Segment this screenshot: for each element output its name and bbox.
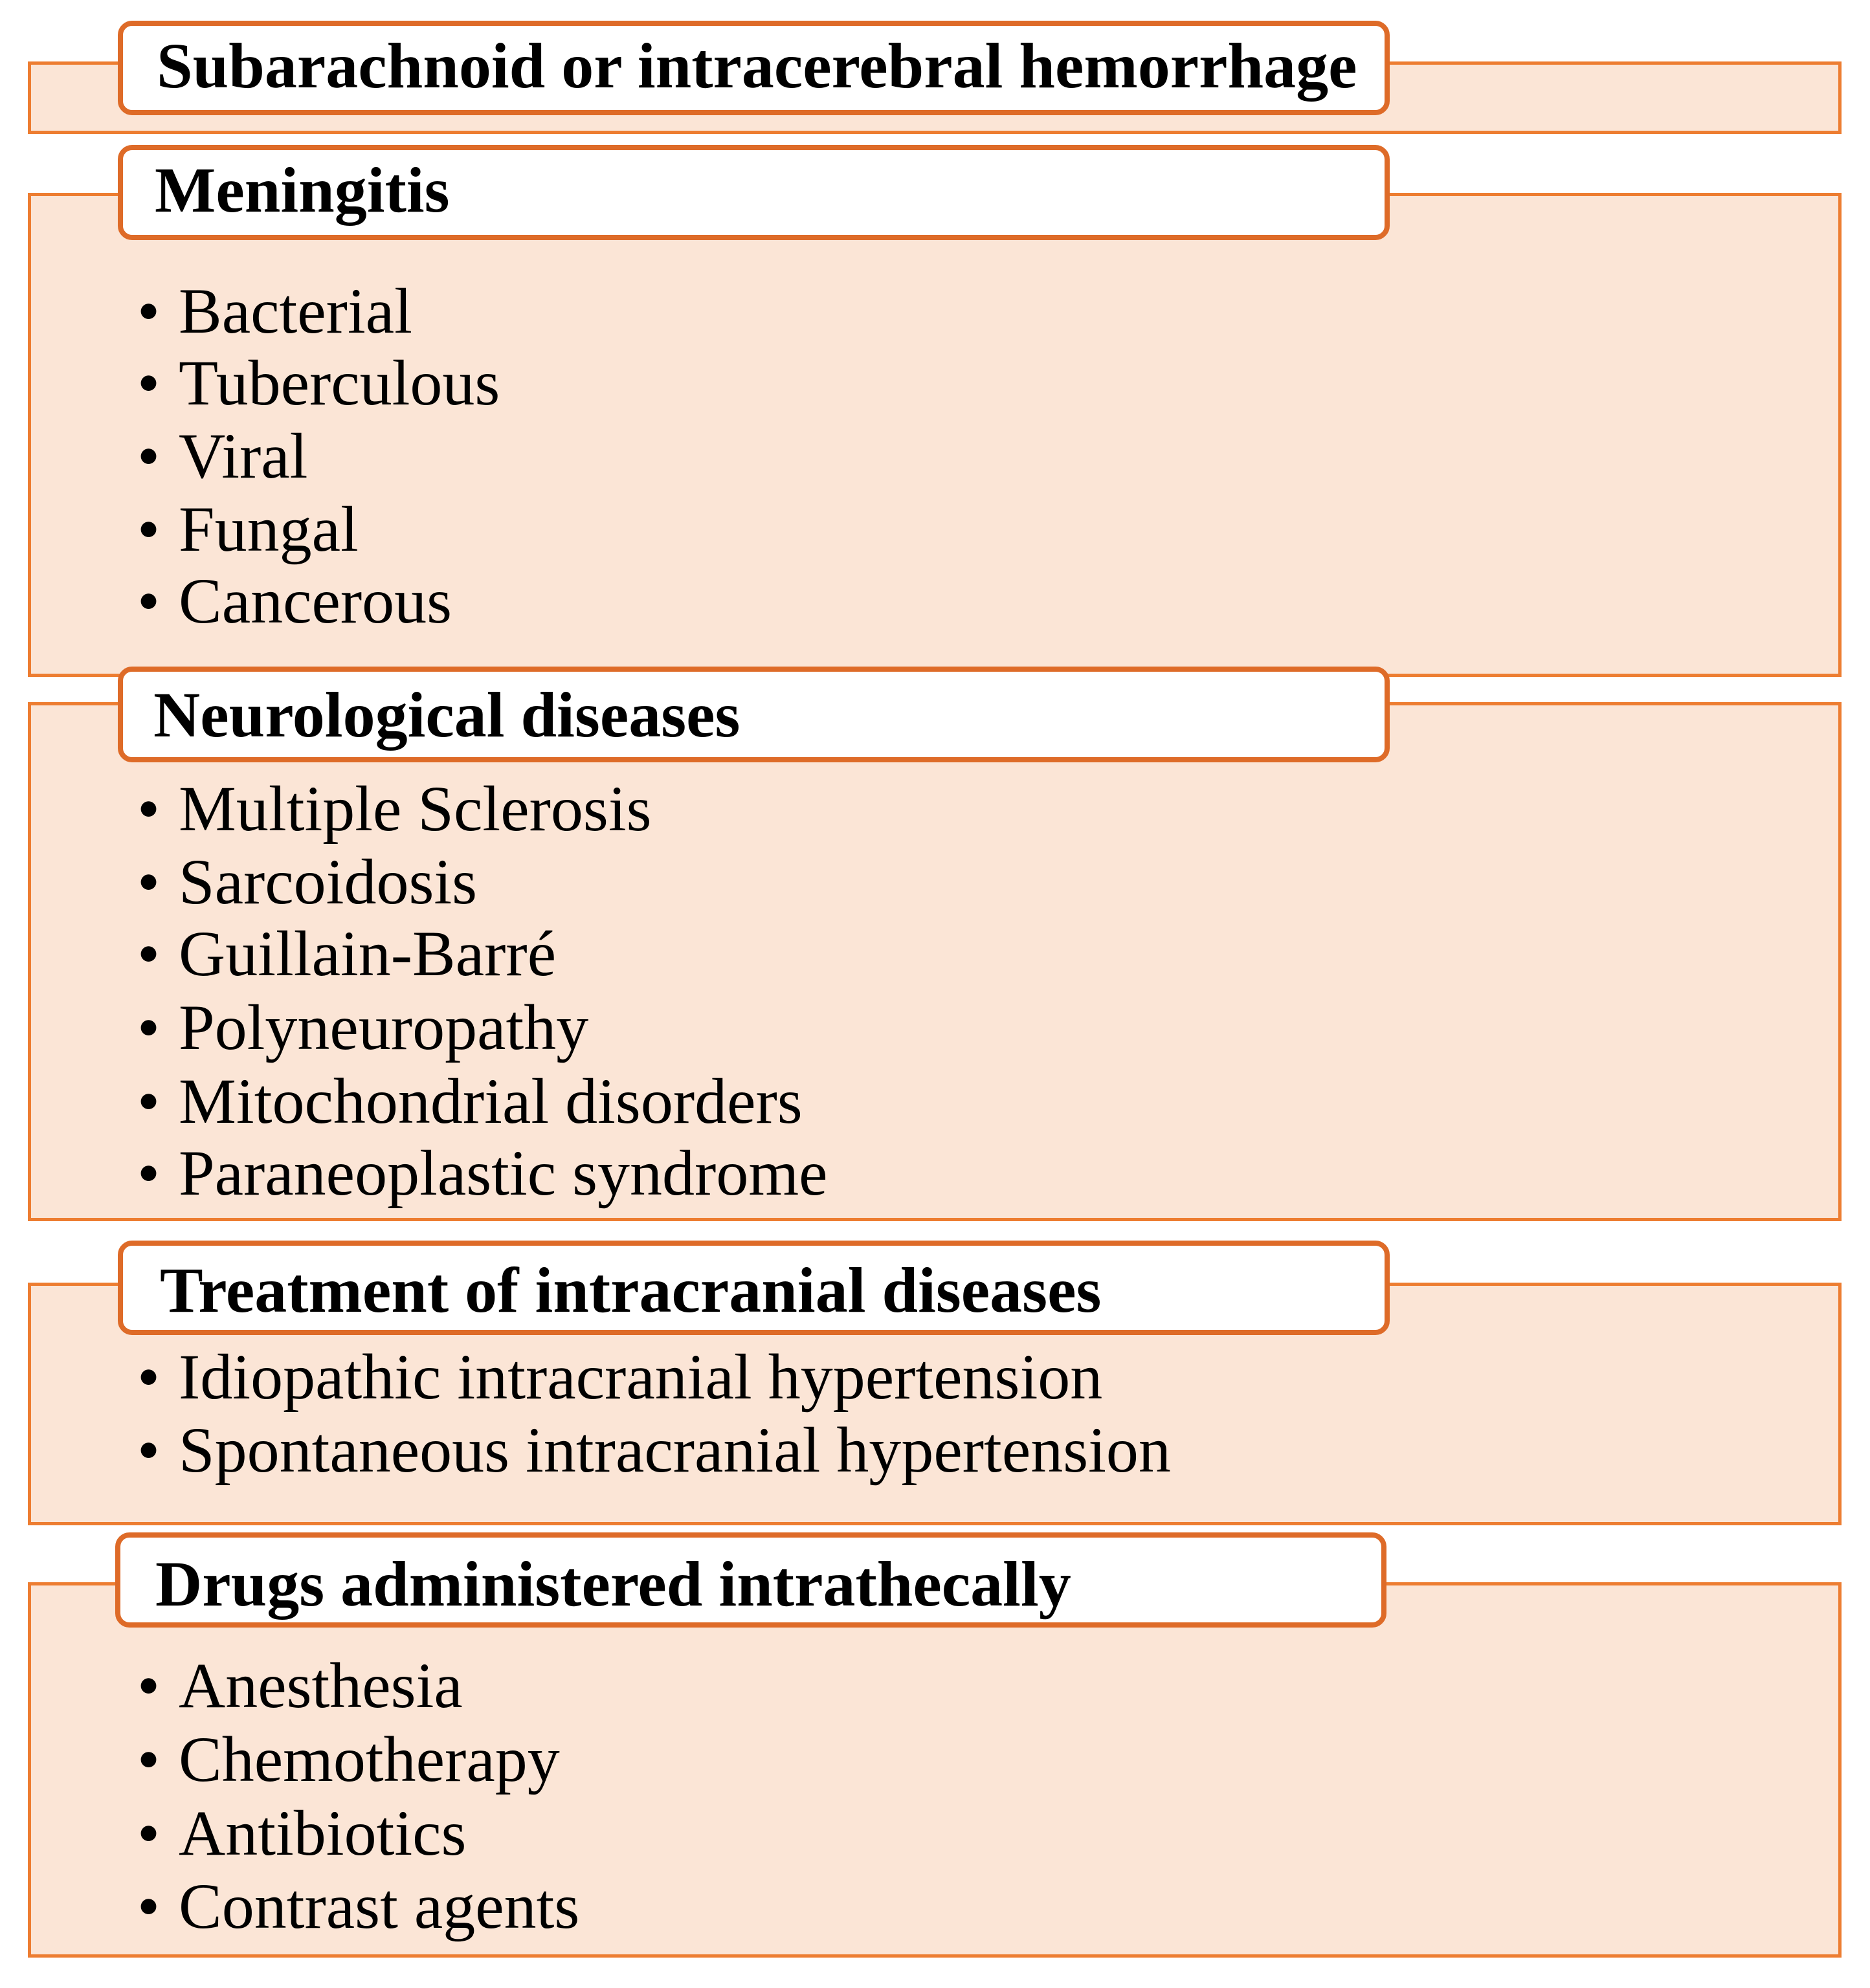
list-item-text: Multiple Sclerosis	[179, 773, 652, 845]
list-item-text: Spontaneous intracranial hypertension	[179, 1414, 1171, 1486]
list-item-text: Bacterial	[179, 275, 412, 347]
list-item-text: Tuberculous	[179, 347, 500, 419]
group-title-drugs: Drugs administered intrathecally	[155, 1548, 1071, 1620]
group-title-hemorrhage: Subarachnoid or intracerebral hemorrhage	[157, 30, 1357, 102]
bullet-icon: •	[137, 1341, 161, 1413]
bullet-icon: •	[137, 1650, 161, 1721]
bullet-icon: •	[137, 493, 161, 565]
list-item-text: Idiopathic intracranial hypertension	[179, 1341, 1103, 1413]
bullet-icon: •	[137, 773, 161, 845]
bullet-icon: •	[137, 565, 161, 637]
list-item-text: Mitochondrial disorders	[179, 1065, 803, 1137]
list-item-text: Anesthesia	[179, 1650, 463, 1721]
bullet-icon: •	[137, 347, 161, 419]
bullet-icon: •	[137, 1870, 161, 1942]
bullet-icon: •	[137, 1065, 161, 1137]
list-item-text: Chemotherapy	[179, 1723, 560, 1795]
bullet-icon: •	[137, 1723, 161, 1795]
list-item-text: Antibiotics	[179, 1797, 467, 1869]
bullet-icon: •	[137, 420, 161, 492]
bullet-icon: •	[137, 1797, 161, 1869]
bullet-icon: •	[137, 1137, 161, 1209]
list-item-text: Sarcoidosis	[179, 846, 478, 918]
list-item-text: Cancerous	[179, 565, 452, 637]
group-title-neurological: Neurological diseases	[153, 679, 740, 751]
bullet-icon: •	[137, 918, 161, 989]
group-title-meningitis: Meningitis	[155, 154, 450, 226]
list-item-text: Polyneuropathy	[179, 991, 589, 1063]
bullet-icon: •	[137, 275, 161, 347]
list-item-text: Fungal	[179, 493, 359, 565]
bullet-icon: •	[137, 991, 161, 1063]
group-title-treatment: Treatment of intracranial diseases	[160, 1254, 1102, 1326]
list-item-text: Contrast agents	[179, 1870, 580, 1942]
list-item-text: Viral	[179, 420, 308, 492]
bullet-icon: •	[137, 846, 161, 918]
bullet-icon: •	[137, 1414, 161, 1486]
list-item-text: Guillain-Barré	[179, 918, 557, 989]
list-item-text: Paraneoplastic syndrome	[179, 1137, 828, 1209]
